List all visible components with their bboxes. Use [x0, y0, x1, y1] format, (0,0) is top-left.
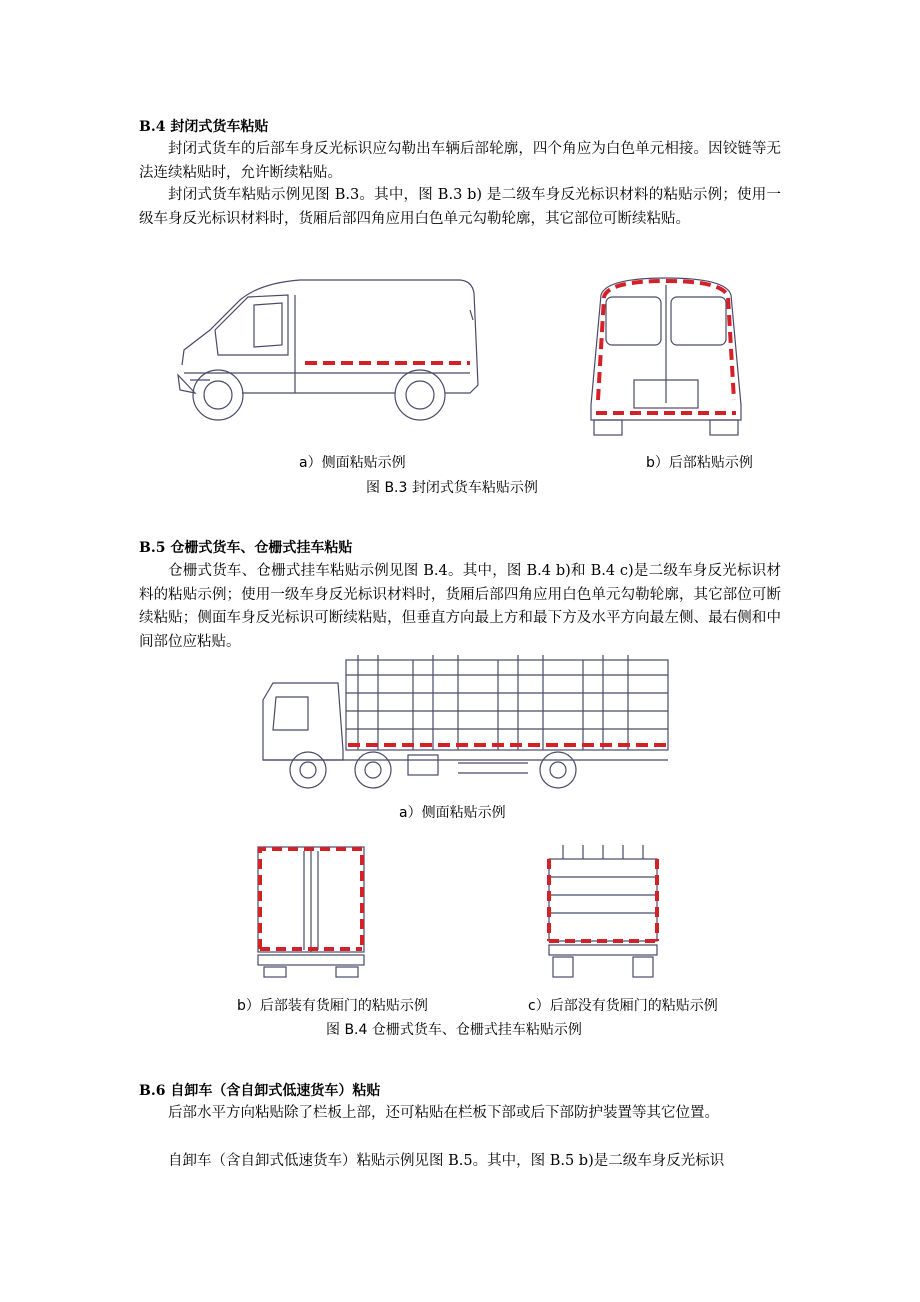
van-rear-illustration: [586, 275, 746, 440]
section-b4-heading: B.4 封闭式货车粘贴: [139, 119, 269, 135]
figure-b3-title: 图 B.3 封闭式货车粘贴示例: [366, 480, 538, 496]
figure-b4-title: 图 B.4 仓栅式货车、仓栅式挂车粘贴示例: [326, 1022, 582, 1038]
section-b4-paragraph-2: 封闭式货车粘贴示例见图 B.3。其中，图 B.3 b) 是二级车身反光标识材料的粘贴示例；使用一级车身反光标识材料时，货厢后部四角应用白色单元勾勒轮廓，其它部位可断续粘贴。: [139, 187, 781, 227]
section-b4-paragraph-1: 封闭式货车的后部车身反光标识应勾勒出车辆后部轮廓，四个角应为白色单元相接。因铰链等无法连续粘贴时，允许断续粘贴。: [139, 141, 781, 181]
figure-b3-caption-a: a）侧面粘贴示例: [299, 455, 406, 471]
section-b6-paragraph-2: 自卸车（含自卸式低速货车）粘贴示例见图 B.5。其中，图 B.5 b)是二级车身反光标识: [168, 1153, 725, 1169]
stake-truck-rear-doors-illustration: [254, 845, 369, 980]
section-b6-heading: B.6 自卸车（含自卸式低速货车）粘贴: [139, 1083, 381, 1099]
section-b5-paragraph-1: 仓栅式货车、仓栅式挂车粘贴示例见图 B.4。其中，图 B.4 b)和 B.4 c)是二级车身反光标识材料的粘贴示例；使用一级车身反光标识材料时，货厢后部四角应用白色单元勾勒轮廓，其它部位可断续粘贴；侧面车身反光标识可断续粘贴，但垂直方向最上方和最下方及水平方向最左侧、最右侧和中间部位应粘贴。: [139, 563, 781, 650]
section-b6-paragraph-1: 后部水平方向粘贴除了栏板上部，还可粘贴在栏板下部或后下部防护装置等其它位置。: [168, 1105, 719, 1121]
section-b5-heading: B.5 仓栅式货车、仓栅式挂车粘贴: [139, 540, 353, 556]
figure-b4-caption-b: b）后部装有货厢门的粘贴示例: [237, 998, 428, 1014]
figure-b3-caption-b: b）后部粘贴示例: [646, 455, 753, 471]
figure-b4-caption-a: a）侧面粘贴示例: [399, 805, 506, 821]
stake-truck-side-illustration: [258, 655, 678, 795]
stake-truck-rear-open-illustration: [543, 845, 663, 980]
figure-b4-caption-c: c）后部没有货厢门的粘贴示例: [528, 998, 718, 1014]
van-side-illustration: [170, 275, 490, 435]
